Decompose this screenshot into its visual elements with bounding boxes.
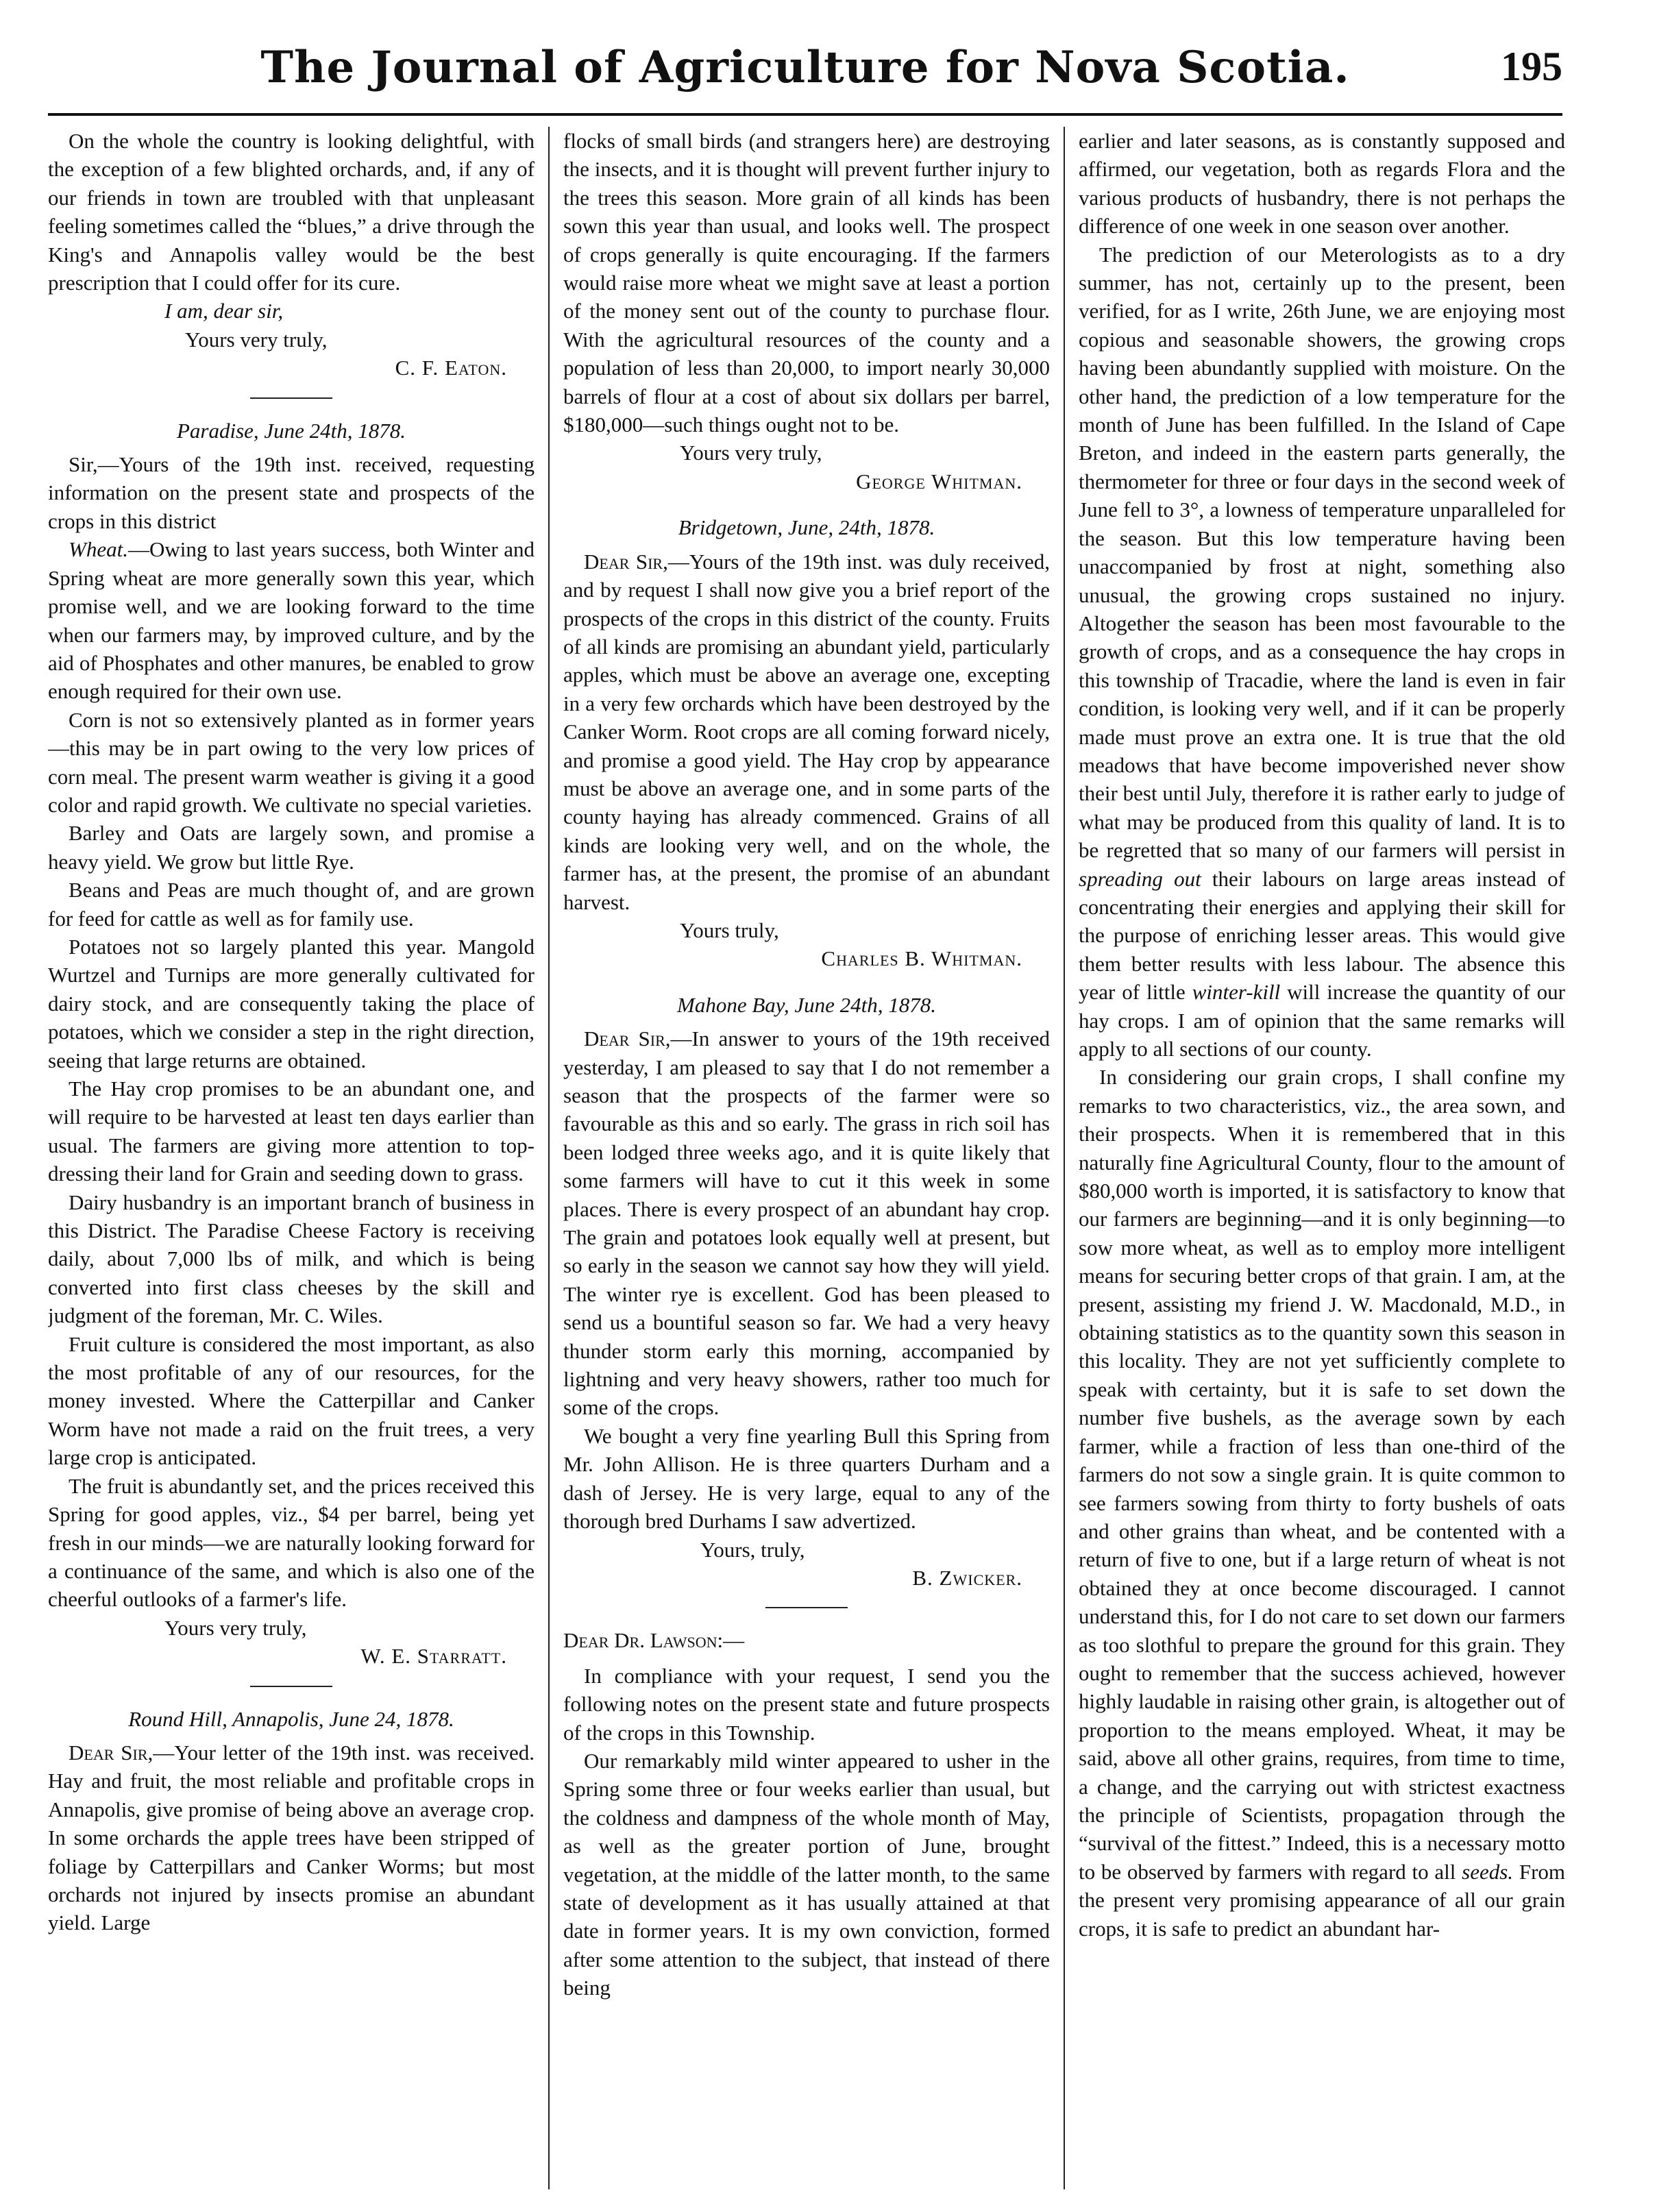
letter-signature: C. F. Eaton. xyxy=(395,356,507,380)
column-3 xyxy=(1079,127,1565,2189)
paragraph: Sir,—Yours of the 19th inst. received, requesting information on the present state and prospects of the crops in this district xyxy=(48,452,535,533)
column-divider xyxy=(548,127,550,2189)
paragraph: In considering our grain crops, I shall confine my remarks to two characteristics, viz., the area sown, and their prospects. When it is remembered that in this naturally fine Agricultural County, flour to the amount of $80,000 worth is imported, it is satisfactory to know that our farmers are beginning—and it is only beginning—to sow more wheat, as well as to employ more intelligent means for securing better crops of that grain. I am, at the present, assisting my friend J. W. Macdonald, M.D., in obtaining statistics as to the quantity sown this season in this locality. They are not yet sufficiently complete to speak with certainty, but it is safe to set down the number five bushels, as the average sown by each farmer, while a fraction of less than one-third of the farmers do not sow a single grain. It is quite common to see farmers sowing from thirty to forty bushels of oats and other grains than wheat, and be contented with a return of five to one, but if a large return of wheat is not obtained they at once become discouraged. I cannot understand this, for I do not care to set down our farmers as too slothful to prepare the ground for this grain. They ought to remember that the success achieved, however highly laudable in raising other grain, is altogether out of proportion to the means employed. Wheat, it may be said, above all other grains, requires, from time to time, a change, and the carrying out with strictest exactness the principle of Scientists, propagation through the “survival of the fittest.” Indeed, this is a necessary motto to be observed by farmers with regard to all seeds. From the present very promising appearance of all our grain crops, it is safe to predict an abundant har- xyxy=(1079,1065,1565,1941)
article-columns xyxy=(48,127,1566,2189)
section-rule xyxy=(765,1607,848,1608)
paragraph: Dairy husbandry is an important branch of business in this District. The Paradise Cheese Factory is receiving daily, about 7,000 lbs of milk, and which is being converted into first class cheeses by the skill and judgment of the foreman, Mr. C. Wiles. xyxy=(48,1190,535,1328)
page-number: 195 xyxy=(1501,44,1562,89)
paragraph: The prediction of our Meterologists as to a dry summer, has not, certainly up to the present, been verified, for as I write, 26th June, we are enjoying most copious and seasonable showers, the growing crops having been abundantly supplied with moisture. On the other hand, the prediction of a low temperature for the month of June has been fulfilled. In the Island of Cape Breton, and indeed in the eastern parts generally, the thermometer for three or four days in the second week of June fell to 3°, a lowness of temperature unparalleled for the season. But this low temperature having been unaccompanied by frost at night, something also unusual, the growing crops sustained no injury. Altogether the season has been most favourable to the growth of crops, and as a consequence the hay crops in this township of Tracadie, where the land is even in fair condition, is looking very well, and if it can be properly made must prove an extra one. It is true that the old meadows that have become impoverished never show their best until July, therefore it is rather early to judge of what may be produced from this quality of land. It is to be regretted that so many of our farmers will persist in spreading out their labours on large areas instead of concentrating their energies and applying their skill for the purpose of enriching lesser areas. This would give them better results with less labour. The absence this year of little winter-kill will increase the quantity of our hay crops. I am of opinion that the same remarks will apply to all sections of our county. xyxy=(1079,242,1565,1061)
letter-signature: W. E. Starratt. xyxy=(360,1644,507,1669)
paragraph: Corn is not so extensively planted as in former years—this may be in part owing to the very low prices of corn meal. The present warm weather is giving it a good color and rapid growth. We cultivate no special varieties. xyxy=(48,707,535,817)
paragraph: On the whole the country is looking delightful, with the exception of a few blighted orchards, and, if any of our friends in town are troubled with that unpleasant feeling sometimes called the “blues,” a drive through the King's and Annapolis valley would be the best prescription that I could offer for its cure. xyxy=(48,129,535,295)
journal-title: The Journal of Agriculture for Nova Scotia. xyxy=(260,42,1350,93)
column-2 xyxy=(563,127,1050,2189)
paragraph: The Hay crop promises to be an abundant one, and will require to be harvested at least ten days earlier than usual. The farmers are giving more attention to top-dressing their land for Grain and seeding down to grass. xyxy=(48,1077,535,1186)
paragraph: Dear Sir,—Your letter of the 19th inst. was received. Hay and fruit, the most reliable and profitable crops in Annapolis, give promise of being above an average crop. In some orchards the apple trees have been stripped of foliage by Catterpillars and Canker Worms; but most orchards not injured by insects promise an abundant yield. Large xyxy=(48,1740,535,1935)
paragraph: Wheat.—Owing to last years success, both Winter and Spring wheat are more generally sown this year, which promise well, and we are looking forward to the time when our farmers may, by improved culture, and by the aid of Phosphates and other manures, be enabled to grow enough required for their own use. xyxy=(48,537,535,704)
paragraph: Barley and Oats are largely sown, and promise a heavy yield. We grow but little Rye. xyxy=(48,821,535,874)
letter-dateline: Bridgetown, June, 24th, 1878. xyxy=(678,515,935,540)
paragraph: The fruit is abundantly set, and the prices received this Spring for good apples, viz., $4 per barrel, being yet fresh in our minds—we are naturally looking forward for a continuance of the same, and which is also one of the cheerful outlooks of a farmer's life. xyxy=(48,1473,535,1612)
letter-closing: Yours very truly, xyxy=(680,441,822,465)
paragraph: Dear Sir,—Yours of the 19th inst. was duly received, and by request I shall now give you a brief report of the prospects of the crops in this district of the county. Fruits of all kinds are promising an abundant yield, particularly apples, which must be above an average one, excepting in a very few orchards which have been destroyed by the Canker Worm. Root crops are all coming forward nicely, and promise a good yield. The Hay crop by appearance must be above an average one, and in some parts of the county haying has already commenced. Grains of all kinds are looking very well, and on the whole, the farmer has, at the present, the promise of an abundant harvest. xyxy=(563,549,1050,914)
letter-closing: Yours truly, xyxy=(680,918,779,942)
paragraph: Beans and Peas are much thought of, and are grown for feed for cattle as well as for family use. xyxy=(48,878,535,931)
letter-closing: Yours very truly, xyxy=(185,327,328,352)
wheat-label: Wheat. xyxy=(69,537,128,562)
letter-dateline: Paradise, June 24th, 1878. xyxy=(176,418,406,443)
letter-signature: George Whitman. xyxy=(856,469,1022,493)
section-rule xyxy=(250,397,332,399)
paragraph: earlier and later seasons, as is constantly supposed and affirmed, our vegetation, both as regards Flora and the various products of husbandry, there is not perhaps the difference of one week in one season over another. xyxy=(1079,129,1565,238)
letter-dateline: Mahone Bay, June 24th, 1878. xyxy=(677,992,936,1017)
letter-closing: I am, dear sir, xyxy=(164,299,284,323)
letter-dateline: Round Hill, Annapolis, June 24, 1878. xyxy=(128,1706,454,1731)
letter-closing: Yours, truly, xyxy=(700,1537,805,1562)
paragraph: In compliance with your request, I send you the following notes on the present state and future prospects of the crops in this Township. xyxy=(563,1663,1050,1745)
paragraph: Fruit culture is considered the most important, as also the most profitable of any of our resources, for the money invested. Where the Catterpillar and Canker Worm have not made a raid on the fruit trees, a very large crop is anticipated. xyxy=(48,1331,535,1470)
paragraph: We bought a very fine yearling Bull this Spring from Mr. John Allison. He is three quarters Durham and a dash of Jersey. He is very large, equal to any of the thorough bred Durhams I saw advertized. xyxy=(563,1423,1050,1534)
paragraph: flocks of small birds (and strangers here) are destroying the insects, and it is thought will prevent further injury to the trees this season. More grain of all kinds has been sown this year than usual, and looks well. The prospect of crops generally is quite encouraging. If the farmers would raise more wheat we might save at least a portion of the money sent out of the county to purchase flour. With the agricultural resources of the county and a population of less than 20,000, to import nearly 30,000 barrels of flour at a cost of about six dollars per barrel, $180,000—such things ought not to be. xyxy=(563,129,1050,437)
letter-salutation: Dear Dr. Lawson:— xyxy=(563,1628,745,1653)
letter-signature: B. Zwicker. xyxy=(912,1565,1022,1590)
paragraph: Our remarkably mild winter appeared to usher in the Spring some three or four weeks earlier than usual, but the coldness and dampness of the whole month of May, as well as the greater portion of June, brought vegetation, at the middle of the latter month, to the same state of development as it has usually attained at that date in former years. It is my own conviction, formed after some attention to the subject, that instead of there being xyxy=(563,1748,1050,2000)
column-1 xyxy=(48,127,535,2189)
column-divider xyxy=(1064,127,1065,2189)
page-header xyxy=(48,38,1562,116)
paragraph: Dear Sir,—In answer to yours of the 19th received yesterday, I am pleased to say that I do not remember a season that the prospects of the farmer were so favourable as this and so early. The grass in rich soil has been lodged three weeks ago, and it is quite likely that some farmers will have to cut it this week in some places. There is every prospect of an abundant hay crop. The grain and potatoes look equally well at present, but so early in the season we cannot say how they will yield. The winter rye is excellent. God has been pleased to send us a bountiful season so far. We had a very heavy thunder storm early this morning, accompanied by lightning and very heavy showers, rather too much for some of the crops. xyxy=(563,1027,1050,1420)
paragraph: Potatoes not so largely planted this year. Mangold Wurtzel and Turnips are more generally cultivated for dairy stock, and are consequently taking the place of potatoes, which we consider a step in the right direction, seeing that large returns are obtained. xyxy=(48,934,535,1072)
letter-closing: Yours very truly, xyxy=(164,1615,307,1640)
section-rule xyxy=(250,1686,332,1687)
letter-signature: Charles B. Whitman. xyxy=(821,946,1022,971)
